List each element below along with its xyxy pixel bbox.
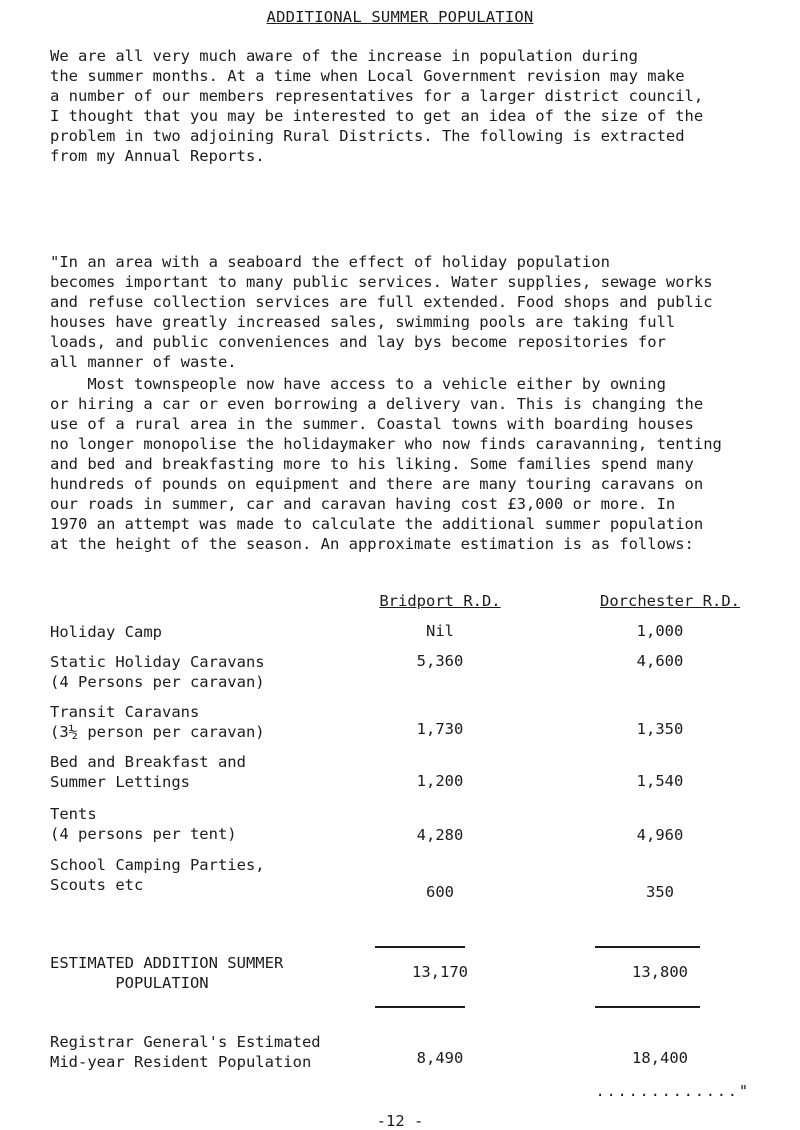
registrar-label: Registrar General's Estimated Mid-year Resident Population [50,1033,321,1071]
intro-paragraph: We are all very much aware of the increase in population during the summer months. At a time when Local Government revision may make a number of our members representatives for a larger district council, I thought that you may be interested to get an idea of the size of the problem in two adjoining Rural Districts. The following is extracted from my Annual Reports. [50,47,704,165]
dorchester-resident-population: 18,400 [632,1049,688,1067]
bridport-total: 13,170 [412,963,468,981]
total-rule-bottom-bridport [375,1006,465,1008]
row-label: Bed and Breakfast and Summer Lettings [50,753,246,791]
page-title: ADDITIONAL SUMMER POPULATION [266,8,534,26]
dorchester-value: 4,600 [636,652,684,670]
row-label: Transit Caravans (3½ person per caravan) [50,703,265,741]
bridport-value: 4,280 [416,826,464,844]
bridport-resident-population: 8,490 [416,1049,464,1067]
row-label: Tents (4 persons per tent) [50,805,237,843]
total-rule-top-dorchester [595,946,700,948]
dorchester-value: 1,540 [636,772,684,790]
dorchester-value: 1,000 [636,622,684,640]
bridport-value: 1,200 [416,772,464,790]
row-label: Static Holiday Caravans (4 Persons per caravan) [50,653,265,691]
bridport-value: 5,360 [416,652,464,670]
column-header-dorchester: Dorchester R.D. [600,592,740,610]
dorchester-value: 1,350 [636,720,684,738]
quote-paragraph-2: Most townspeople now have access to a vehicle either by owning or hiring a car or even borrowing a delivery van. This is changing the use of a rural area in the summer. Coastal towns with boarding houses no longer monopolise the holidaymaker who now finds caravanning, tenting and bed and breakfasting more to his liking. Some families spend many hundreds of pounds on equipment and there are many touring caravans on our roads in summer, car and caravan having cost £3,000 or more. In 1970 an attempt was made to calculate the additional summer population at the height of the season. An approximate estimation is as follows: [50,375,722,553]
bridport-value: 600 [426,883,454,901]
closing-dots: ............." [595,1082,750,1100]
bridport-value: Nil [426,622,454,640]
dorchester-value: 4,960 [636,826,684,844]
quote-paragraph-1: "In an area with a seaboard the effect of holiday population becomes important to many public services. Water supplies, sewage works and refuse collection services are full extended. Food shops and public houses have greatly increased sales, swimming pools are taking full loads, and public conveniences and lay bys become repositories for all manner of waste. [50,253,713,371]
row-label: Holiday Camp [50,623,162,641]
row-label: School Camping Parties, Scouts etc [50,856,265,894]
total-label: ESTIMATED ADDITION SUMMER POPULATION [50,954,284,992]
column-header-bridport: Bridport R.D. [379,592,501,610]
total-rule-top-bridport [375,946,465,948]
dorchester-total: 13,800 [632,963,688,981]
total-rule-bottom-dorchester [595,1006,700,1008]
dorchester-value: 350 [646,883,674,901]
bridport-value: 1,730 [416,720,464,738]
page-number: -12 - [376,1112,424,1130]
